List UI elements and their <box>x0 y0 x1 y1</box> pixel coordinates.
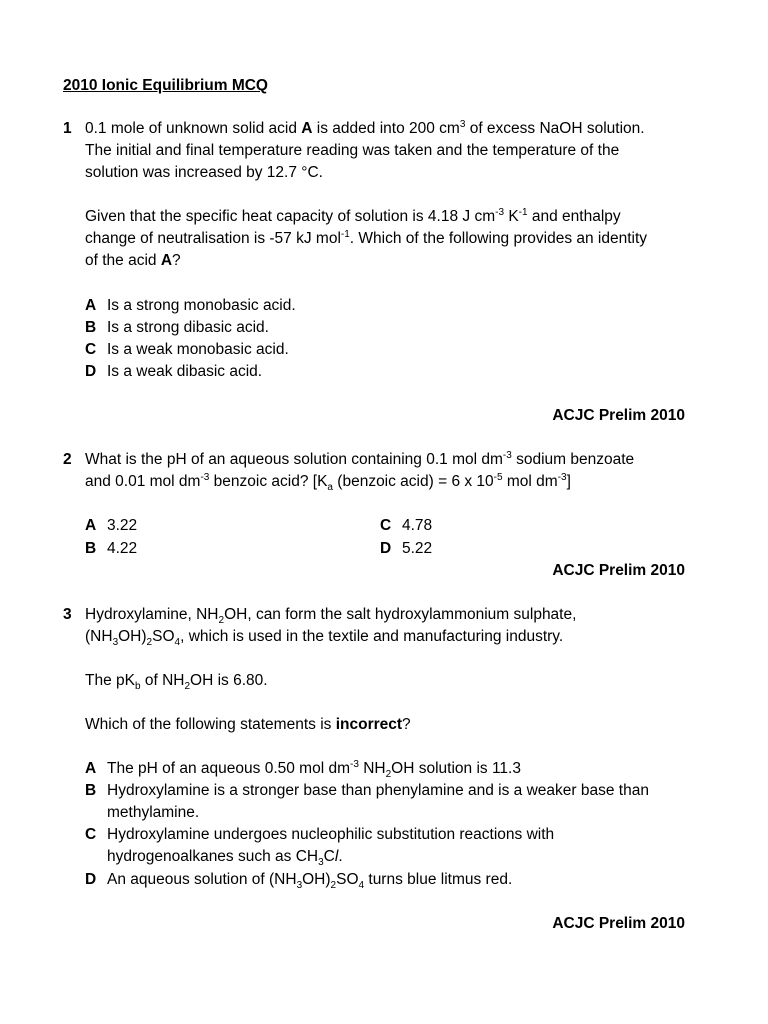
q2-option-b: B 4.22 <box>85 540 138 557</box>
question-1-stem <box>85 118 685 184</box>
q3-option-c: C Hydroxylamine undergoes nucleophilic substitution reactions with hydrogenoalkanes such as $CH_3Cl$. <box>85 826 555 869</box>
document-title: 2010 Ionic Equilibrium MCQ <box>63 77 268 94</box>
q2-source: ACJC Prelim 2010 <box>552 562 685 579</box>
q3-option-d: D An aqueous solution of $(NH_3OH)_2SO_4$ turns blue litmus red. <box>85 871 513 892</box>
question-1-number: 1 <box>63 120 72 137</box>
q2-line-2: and 0.01 mol $dm^{-3}$ benzoic acid? [$K_a$ (benzoic acid) = 6 x $10^{-5}$ mol $dm^{-3}$] <box>85 471 571 494</box>
q3-line-1: Hydroxylamine, $NH_2OH$, can form the salt hydroxylammonium sulphate, <box>85 606 577 627</box>
q1-line-3: solution was increased by 12.7 °C. <box>85 164 323 181</box>
q1-given-line-2: change of neutralisation is -57 kJ mol$^{-1}$. Which of the following provides an identity <box>85 228 648 247</box>
question-1-given <box>85 206 685 272</box>
q1-line-2: The initial and final temperature reading was taken and the temperature of the <box>85 142 620 159</box>
q2-option-a: A 3.22 <box>85 517 138 534</box>
q3-question: Which of the following statements is incorrect? <box>85 716 411 733</box>
q1-option-d: D Is a weak dibasic acid. <box>85 363 263 380</box>
question-2-number: 2 <box>63 451 72 468</box>
question-2-stem <box>85 449 685 493</box>
q1-given-line-1: Given that the specific heat capacity of solution is 4.18 J $cm^{-3}$ $K^{-1}$ and enthalpy <box>85 206 621 225</box>
q3-pkb-statement: The $pK_b$ of $NH_2OH$ is 6.80. <box>85 672 268 693</box>
q3-source: ACJC Prelim 2010 <box>552 915 685 932</box>
q1-source: ACJC Prelim 2010 <box>552 407 685 424</box>
q1-option-a: A Is a strong monobasic acid. <box>85 297 296 314</box>
q2-option-c: C 4.78 <box>380 517 433 534</box>
q3-option-b: B Hydroxylamine is a stronger base than phenylamine and is a weaker base than methylamine. <box>85 782 649 821</box>
question-3-number: 3 <box>63 606 72 623</box>
q1-line-1: 0.1 mole of unknown solid acid A is added into 200 $cm^3$ of excess NaOH solution. <box>85 118 645 137</box>
question-3-stem <box>85 604 685 648</box>
q2-line-1: What is the pH of an aqueous solution containing 0.1 mol $dm^{-3}$ sodium benzoate <box>85 449 635 468</box>
q3-line-2: $(NH_3OH)_2SO_4$, which is used in the textile and manufacturing industry. <box>85 628 564 649</box>
q1-given-line-3: of the acid A? <box>85 252 181 269</box>
q3-option-a: A The pH of an aqueous 0.50 mol $dm^{-3}$ $NH_2OH$ solution is 11.3 <box>85 758 521 781</box>
q2-option-d: D 5.22 <box>380 540 433 557</box>
q1-option-c: C Is a weak monobasic acid. <box>85 341 289 358</box>
q1-option-b: B Is a strong dibasic acid. <box>85 319 269 336</box>
